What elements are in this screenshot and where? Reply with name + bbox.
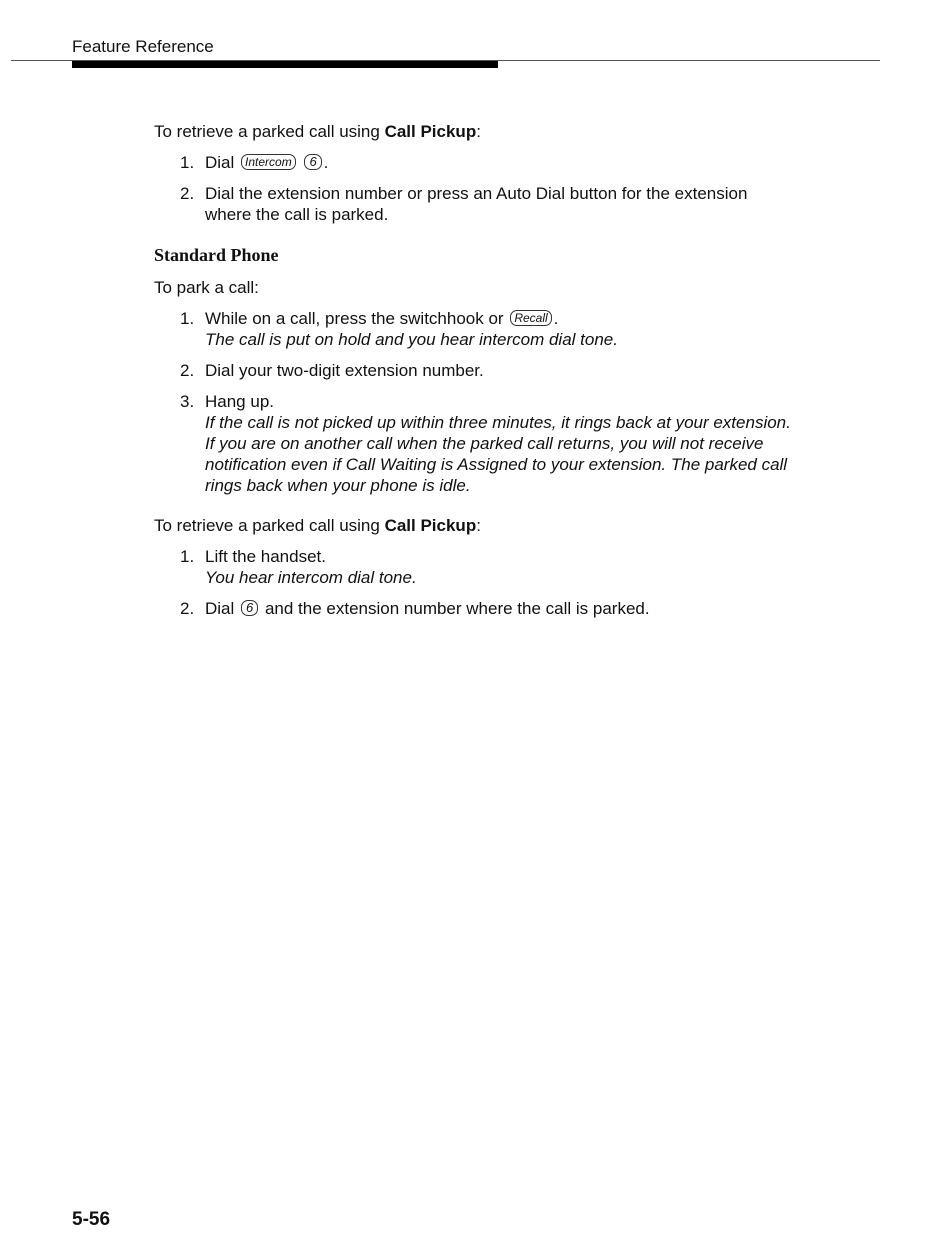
step-number: 2. xyxy=(180,184,195,203)
step-text: Dial 6 and the extension number where the call is parked. xyxy=(205,599,650,618)
step-text: Dial Intercom 6 . xyxy=(205,153,329,172)
digit-key-icon: 6 xyxy=(304,154,321,170)
header-rule-thick xyxy=(72,61,498,68)
step-number: 3. xyxy=(180,392,195,411)
step-text: Dial your two-digit extension number. xyxy=(205,361,484,380)
step-text: Hang up. xyxy=(205,392,274,411)
step-number: 2. xyxy=(180,599,195,618)
list-item xyxy=(154,183,794,225)
step-number: 1. xyxy=(180,153,195,172)
step-text: Lift the handset. xyxy=(205,547,326,566)
step-number: 1. xyxy=(180,547,195,566)
retrieve-standard-steps-list xyxy=(154,546,794,619)
call-pickup-term: Call Pickup xyxy=(384,122,477,141)
spacer xyxy=(154,496,794,515)
page-content xyxy=(154,121,794,619)
step-note: You hear intercom dial tone. xyxy=(205,568,417,587)
park-intro: To park a call: xyxy=(154,278,259,297)
section-heading: Standard Phone xyxy=(154,245,279,265)
park-steps-list xyxy=(154,308,794,496)
step-note: The call is put on hold and you hear intercom dial tone. xyxy=(205,330,618,349)
list-item xyxy=(154,391,794,496)
page-number: 5-56 xyxy=(72,1209,111,1230)
retrieve-intro: To retrieve a parked call using Call Pickup: xyxy=(154,122,481,141)
retrieve-steps-list xyxy=(154,152,794,225)
step-text: Dial the extension number or press an Auto Dial button for the extension where the call is parked. xyxy=(205,184,748,224)
call-pickup-term: Call Pickup xyxy=(384,516,477,535)
step-number: 1. xyxy=(180,309,195,328)
digit-key-icon: 6 xyxy=(241,600,258,616)
step-note: If the call is not picked up within three minutes, it rings back at your extension. If you are on another call when the parked call returns, you will not receive notification even if Call Waiting is Assigned to your extension. The parked call rings back when your phone is idle. xyxy=(205,413,791,495)
recall-key-icon: Recall xyxy=(510,310,551,326)
retrieve-standard-intro: To retrieve a parked call using Call Pickup: xyxy=(154,516,481,535)
step-text: While on a call, press the switchhook or Recall . xyxy=(205,309,559,328)
step-number: 2. xyxy=(180,361,195,380)
intercom-key-icon: Intercom xyxy=(241,154,296,170)
list-item xyxy=(154,360,794,381)
list-item xyxy=(154,152,794,173)
running-header-title: Feature Reference xyxy=(72,37,214,56)
list-item xyxy=(154,308,794,350)
list-item xyxy=(154,546,794,588)
list-item xyxy=(154,598,794,619)
